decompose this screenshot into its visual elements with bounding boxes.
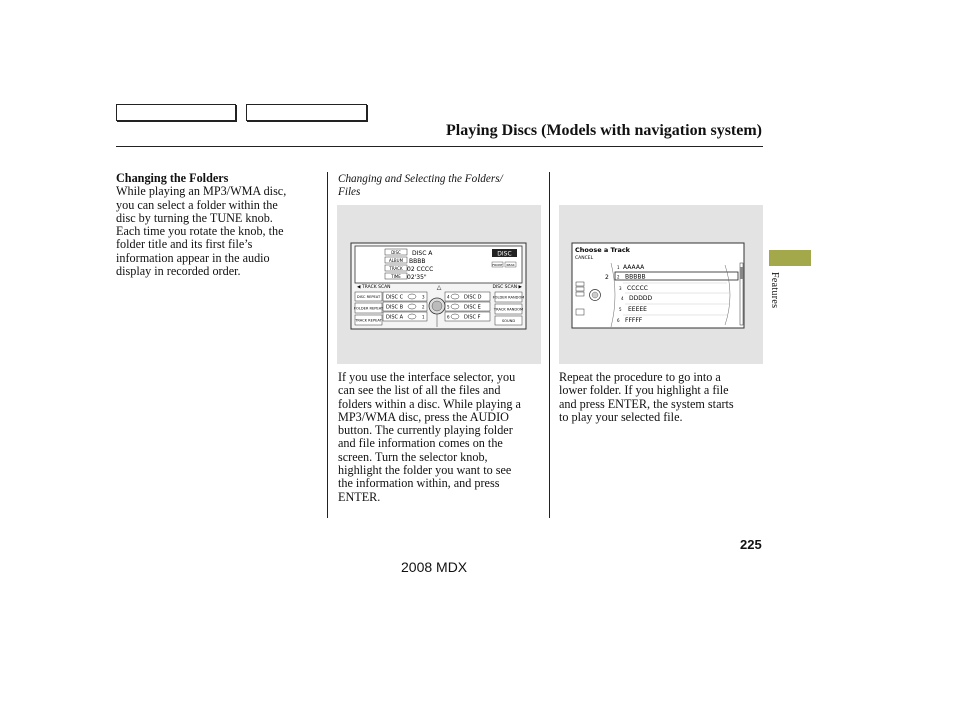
figure-caption <box>338 173 543 198</box>
nav-item: CCCCC <box>627 285 648 292</box>
display-tag-time: TIME <box>391 274 401 279</box>
left-paragraph <box>116 185 321 278</box>
caption-line: Changing and Selecting the Folders/ <box>338 173 503 185</box>
text-line: disc by turning the TUNE knob. <box>116 210 273 225</box>
title-rule <box>116 146 763 147</box>
folder-random-button: FOLDER RANDOM <box>492 295 525 300</box>
text-line: folder title and its first file’s <box>116 237 253 252</box>
nav-item-num: 3 <box>619 286 622 291</box>
audio-panel-illustration <box>337 205 541 364</box>
folder-repeat-button: FOLDER REPEAT <box>353 306 384 311</box>
text-line: highlight the folder you want to see <box>338 463 512 478</box>
track-random-button: TRACK RANDOM <box>493 307 524 312</box>
display-tag-track: TRACK <box>389 266 403 271</box>
caption-line: Files <box>338 185 361 198</box>
track-scan-label: ◀ TRACK SCAN <box>357 285 391 290</box>
text-line: Repeat the procedure to go into a <box>559 370 721 384</box>
svg-text:△: △ <box>436 284 442 291</box>
nav-screen-illustration <box>559 205 763 364</box>
right-paragraph <box>559 371 765 424</box>
nav-item-num: 1 <box>617 265 620 270</box>
disc-repeat-button: DISC REPEAT <box>356 295 381 299</box>
nav-screen-title: Choose a Track <box>575 246 631 254</box>
middle-paragraph <box>338 371 546 504</box>
text-line: While playing an MP3/WMA disc, <box>116 184 287 199</box>
display-mini-rear: REAR <box>506 263 515 267</box>
display-tag-disc: DISC <box>391 250 401 255</box>
text-line: display in recorded order. <box>116 264 241 279</box>
display-album-value: BBBB <box>409 258 426 265</box>
nav-item-num: 6 <box>617 318 620 323</box>
disc-b-number: 2 <box>422 304 425 310</box>
text-line: button. The currently playing folder <box>338 423 513 438</box>
nav-item-num: 4 <box>621 296 624 301</box>
nav-item: AAAAA <box>623 264 645 271</box>
text-line: Each time you rotate the knob, the <box>116 224 284 239</box>
track-repeat-button: TRACK REPEAT <box>355 318 382 323</box>
display-disc-value: DISC A <box>412 250 433 257</box>
left-column <box>116 172 321 278</box>
column-divider-1 <box>327 172 328 518</box>
display-mini-front: FRONT <box>492 263 503 267</box>
display-tag-album: ALBUM <box>388 258 404 263</box>
nav-item: EEEEE <box>628 306 647 313</box>
side-tab-label: Features <box>769 272 780 309</box>
nav-item-num: 5 <box>619 307 622 312</box>
text-line: information appear in the audio <box>116 250 270 265</box>
text-line: you can select a folder within the <box>116 197 278 212</box>
disc-d-number: 4 <box>447 294 450 300</box>
model-label: 2008 MDX <box>401 559 468 575</box>
nav-screen-figure <box>559 205 763 364</box>
nav-cancel-label: CANCEL <box>575 256 594 261</box>
disc-e-button: DISC E <box>464 304 481 311</box>
sound-button: SOUND <box>501 319 516 323</box>
nav-item-num: 2 <box>617 274 620 280</box>
text-line: and file information comes on the <box>338 436 503 451</box>
disc-b-button: DISC B <box>386 304 404 311</box>
disc-c-number: 3 <box>422 294 425 300</box>
disc-d-button: DISC D <box>464 294 482 301</box>
disc-c-button: DISC C <box>386 294 404 301</box>
text-line: and press ENTER, the system starts <box>559 396 734 411</box>
text-line: can see the list of all the files and <box>338 383 501 398</box>
text-line: ENTER. <box>338 489 381 504</box>
page-title: Playing Discs (Models with navigation system) <box>446 122 762 139</box>
disc-e-number: 5 <box>447 304 450 310</box>
page-number: 225 <box>740 537 762 552</box>
text-line: If you use the interface selector, you <box>338 370 516 384</box>
audio-panel-figure <box>337 205 541 364</box>
text-line: screen. Turn the selector knob, <box>338 449 488 464</box>
disc-f-number: 6 <box>447 314 450 320</box>
header-tab-box-1 <box>116 104 236 121</box>
column-divider-2 <box>549 172 550 518</box>
section-heading: Changing the Folders <box>116 171 229 185</box>
section-side-tab <box>769 250 811 266</box>
text-line: MP3/WMA disc, press the AUDIO <box>338 409 509 424</box>
display-track-value: 02 CCCC <box>407 266 434 273</box>
disc-scan-label: DISC SCAN ▶ <box>492 285 522 290</box>
text-line: lower folder. If you highlight a file <box>559 383 729 398</box>
disc-a-button: DISC A <box>386 314 403 321</box>
display-time-value: 02'35" <box>407 274 427 281</box>
header-tab-box-2 <box>246 104 367 121</box>
disc-f-button: DISC F <box>464 314 481 321</box>
nav-item-highlighted: BBBBB <box>625 273 646 281</box>
nav-item: FFFFF <box>625 317 643 324</box>
disc-a-number: 1 <box>422 314 425 320</box>
text-line: to play your selected file. <box>559 409 683 424</box>
text-line: folders within a disc. While playing a <box>338 396 521 411</box>
nav-item: DDDDD <box>629 295 653 302</box>
text-line: the information within, and press <box>338 476 500 491</box>
nav-knob-number: 2 <box>605 274 609 281</box>
display-mode-badge: DISC <box>497 250 512 258</box>
